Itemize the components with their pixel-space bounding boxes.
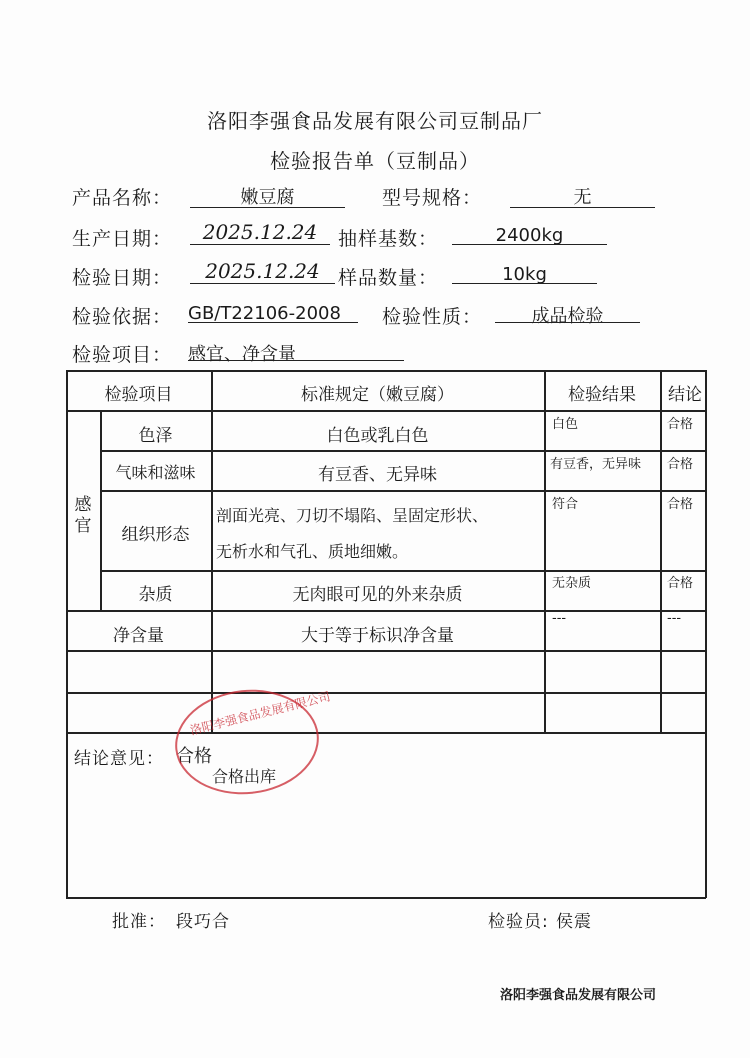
- sample-base-label: 抽样基数：: [338, 228, 439, 250]
- row-standard: 无肉眼可见的外来杂质: [292, 585, 463, 605]
- table-border-top: [66, 370, 706, 372]
- conclusion-value: 合格: [176, 746, 212, 767]
- table-rule: [100, 490, 706, 492]
- items-label: 检验项目：: [72, 344, 173, 366]
- row-item: 色泽: [138, 426, 173, 446]
- row-item: 组织形态: [121, 525, 190, 545]
- table-rule: [66, 610, 706, 612]
- approver-label: 批准：: [112, 912, 166, 932]
- nature-value: 成品检验: [531, 306, 604, 327]
- row-result: 符合: [552, 497, 579, 512]
- row-conclusion: 合格: [667, 417, 694, 432]
- row-item: 净含量: [113, 626, 164, 646]
- nature-label: 检验性质：: [382, 306, 483, 328]
- model-label: 型号规格：: [382, 187, 483, 209]
- model-value: 无: [573, 187, 592, 208]
- inspector-name: 侯震: [556, 912, 592, 932]
- items-value: 感官、净含量: [188, 344, 296, 365]
- row-result: 有豆香，无异味: [550, 457, 642, 472]
- row-conclusion: 合格: [667, 497, 694, 512]
- product-name-label: 产品名称：: [72, 187, 173, 209]
- conclusion-note: 合格出库: [212, 767, 277, 786]
- product-name-underline: [190, 207, 345, 208]
- inspection-date-value: 2025.12.24: [205, 259, 320, 283]
- seal-text: 洛阳李强食品发展有限公司: [188, 689, 332, 738]
- table-rule: [100, 450, 706, 452]
- header-conclusion: 结论: [668, 385, 702, 405]
- row-conclusion: ---: [667, 611, 682, 626]
- approver-name: 段巧合: [176, 912, 230, 932]
- sensory-group-label: 感官: [74, 495, 92, 536]
- production-date-label: 生产日期：: [72, 228, 173, 250]
- table-border-bottom: [66, 897, 706, 899]
- inspection-date-underline: [190, 283, 335, 284]
- basis-underline: [188, 322, 358, 323]
- nature-underline: [495, 322, 640, 323]
- table-col-line: [660, 370, 662, 732]
- header-standard: 标准规定（嫩豆腐）: [301, 385, 454, 405]
- model-underline: [510, 207, 655, 208]
- company-seal: [170, 683, 332, 801]
- row-standard: 有豆香、无异味: [318, 465, 437, 485]
- table-rule: [66, 650, 706, 652]
- production-date-underline: [190, 244, 330, 245]
- row-result: 无杂质: [552, 576, 592, 591]
- items-underline: [188, 360, 404, 361]
- inspector-label: 检验员:: [488, 912, 549, 932]
- row-standard-line2: 无析水和气孔、质地细嫩。: [216, 542, 409, 561]
- header-item: 检验项目: [104, 385, 173, 405]
- row-standard: 白色或乳白色: [326, 426, 429, 446]
- table-rule: [66, 410, 706, 412]
- table-rule: [66, 692, 706, 694]
- row-item: 气味和滋味: [115, 463, 196, 482]
- sample-qty-label: 样品数量：: [338, 267, 439, 289]
- row-conclusion: 合格: [667, 576, 694, 591]
- basis-value: GB/T22106-2008: [188, 303, 341, 324]
- sample-qty-underline: [452, 283, 597, 284]
- basis-label: 检验依据：: [72, 306, 173, 328]
- company-factory-title: 洛阳李强食品发展有限公司豆制品厂: [207, 109, 543, 133]
- conclusion-label: 结论意见：: [74, 749, 164, 769]
- row-item: 杂质: [138, 585, 173, 605]
- product-name-value: 嫩豆腐: [240, 187, 295, 208]
- inspection-date-label: 检验日期：: [72, 267, 173, 289]
- row-conclusion: 合格: [667, 457, 694, 472]
- table-border-right: [705, 370, 707, 898]
- row-standard: 大于等于标识净含量: [301, 626, 454, 646]
- sample-base-underline: [452, 244, 607, 245]
- table-col-line: [544, 370, 546, 732]
- sample-qty-value: 10kg: [502, 264, 547, 285]
- row-result: ---: [552, 611, 567, 626]
- report-title: 检验报告单（豆制品）: [270, 149, 480, 173]
- row-standard-line1: 剖面光亮、刀切不塌陷、呈固定形状、: [216, 506, 489, 525]
- header-result: 检验结果: [568, 385, 636, 405]
- row-result: 白色: [552, 417, 579, 432]
- sample-base-value: 2400kg: [495, 225, 564, 246]
- table-rule: [66, 732, 706, 734]
- production-date-value: 2025.12.24: [202, 220, 318, 244]
- footer-company: 洛阳李强食品发展有限公司: [500, 988, 657, 1003]
- table-rule: [100, 570, 706, 572]
